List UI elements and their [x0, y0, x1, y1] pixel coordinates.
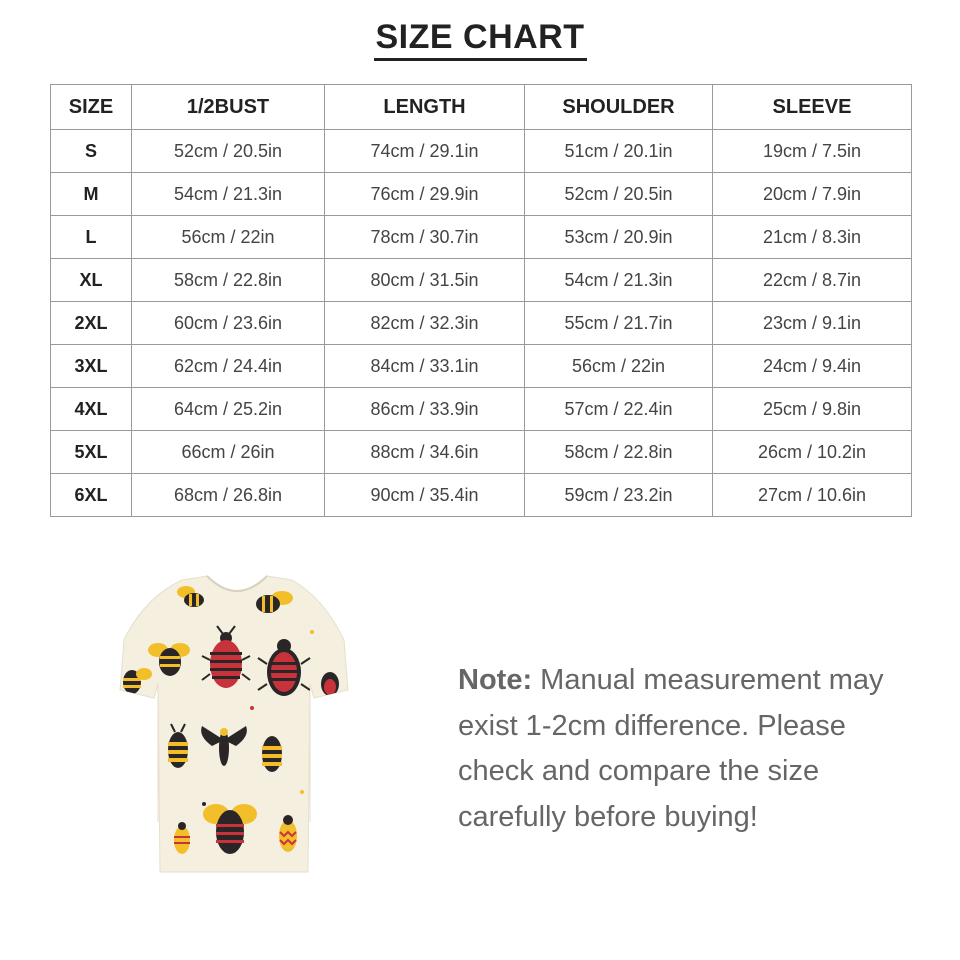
- length-cell: 84cm / 33.1in: [325, 345, 525, 388]
- length-cell: 78cm / 30.7in: [325, 216, 525, 259]
- size-cell: S: [51, 130, 132, 173]
- length-cell: 88cm / 34.6in: [325, 431, 525, 474]
- size-cell: L: [51, 216, 132, 259]
- table-row: [51, 302, 912, 345]
- size-chart-title: SIZE CHART: [374, 18, 587, 61]
- length-cell: 76cm / 29.9in: [325, 173, 525, 216]
- sleeve-cell: 20cm / 7.9in: [713, 173, 912, 216]
- note-line-1: [458, 658, 928, 704]
- shoulder-cell: 56cm / 22in: [525, 345, 713, 388]
- sleeve-cell: 23cm / 9.1in: [713, 302, 912, 345]
- note-line-2: exist 1-2cm difference. Please: [458, 709, 846, 742]
- size-cell: M: [51, 173, 132, 216]
- table-row: [51, 259, 912, 302]
- length-cell: 80cm / 31.5in: [325, 259, 525, 302]
- note-line-3: check and compare the size: [458, 755, 820, 787]
- product-shirt-image: [112, 572, 362, 882]
- table-row: [51, 216, 912, 259]
- shirt-illustration: [112, 572, 362, 882]
- header-size: SIZE: [51, 85, 132, 130]
- shoulder-cell: 59cm / 23.2in: [525, 474, 713, 517]
- shoulder-cell: 54cm / 21.3in: [525, 259, 713, 302]
- header-length: LENGTH: [325, 85, 525, 130]
- note-line-4: carefully before buying!: [458, 800, 758, 833]
- table-row: [51, 345, 912, 388]
- table-row: [51, 474, 912, 517]
- bust-cell: 52cm / 20.5in: [132, 130, 325, 173]
- size-chart-title-wrap: [0, 18, 960, 57]
- measurement-note: [458, 658, 928, 840]
- table-row: [51, 431, 912, 474]
- shoulder-cell: 55cm / 21.7in: [525, 302, 713, 345]
- table-header-row: [51, 85, 912, 130]
- shoulder-cell: 52cm / 20.5in: [525, 173, 713, 216]
- table-row: [51, 130, 912, 173]
- header-half-bust: 1/2BUST: [132, 85, 325, 130]
- sleeve-cell: 25cm / 9.8in: [713, 388, 912, 431]
- bust-cell: 62cm / 24.4in: [132, 345, 325, 388]
- header-shoulder: SHOULDER: [525, 85, 713, 130]
- bust-cell: 54cm / 21.3in: [132, 173, 325, 216]
- bust-cell: 68cm / 26.8in: [132, 474, 325, 517]
- length-cell: 74cm / 29.1in: [325, 130, 525, 173]
- size-cell: 6XL: [51, 474, 132, 517]
- length-cell: 90cm / 35.4in: [325, 474, 525, 517]
- table-row: [51, 173, 912, 216]
- size-table: [50, 84, 912, 517]
- bust-cell: 56cm / 22in: [132, 216, 325, 259]
- size-cell: XL: [51, 259, 132, 302]
- sleeve-cell: 27cm / 10.6in: [713, 474, 912, 517]
- note-text-1: Manual measurement may: [532, 664, 884, 696]
- size-cell: 2XL: [51, 302, 132, 345]
- sleeve-cell: 22cm / 8.7in: [713, 259, 912, 302]
- bust-cell: 60cm / 23.6in: [132, 302, 325, 345]
- shoulder-cell: 58cm / 22.8in: [525, 431, 713, 474]
- shoulder-cell: 53cm / 20.9in: [525, 216, 713, 259]
- table-row: [51, 388, 912, 431]
- sleeve-cell: 19cm / 7.5in: [713, 130, 912, 173]
- shoulder-cell: 57cm / 22.4in: [525, 388, 713, 431]
- header-sleeve: SLEEVE: [713, 85, 912, 130]
- sleeve-cell: 26cm / 10.2in: [713, 431, 912, 474]
- size-cell: 5XL: [51, 431, 132, 474]
- length-cell: 82cm / 32.3in: [325, 302, 525, 345]
- sleeve-cell: 21cm / 8.3in: [713, 216, 912, 259]
- bust-cell: 58cm / 22.8in: [132, 259, 325, 302]
- sleeve-cell: 24cm / 9.4in: [713, 345, 912, 388]
- size-cell: 4XL: [51, 388, 132, 431]
- note-label: Note:: [458, 664, 533, 696]
- shoulder-cell: 51cm / 20.1in: [525, 130, 713, 173]
- length-cell: 86cm / 33.9in: [325, 388, 525, 431]
- bust-cell: 64cm / 25.2in: [132, 388, 325, 431]
- size-cell: 3XL: [51, 345, 132, 388]
- bust-cell: 66cm / 26in: [132, 431, 325, 474]
